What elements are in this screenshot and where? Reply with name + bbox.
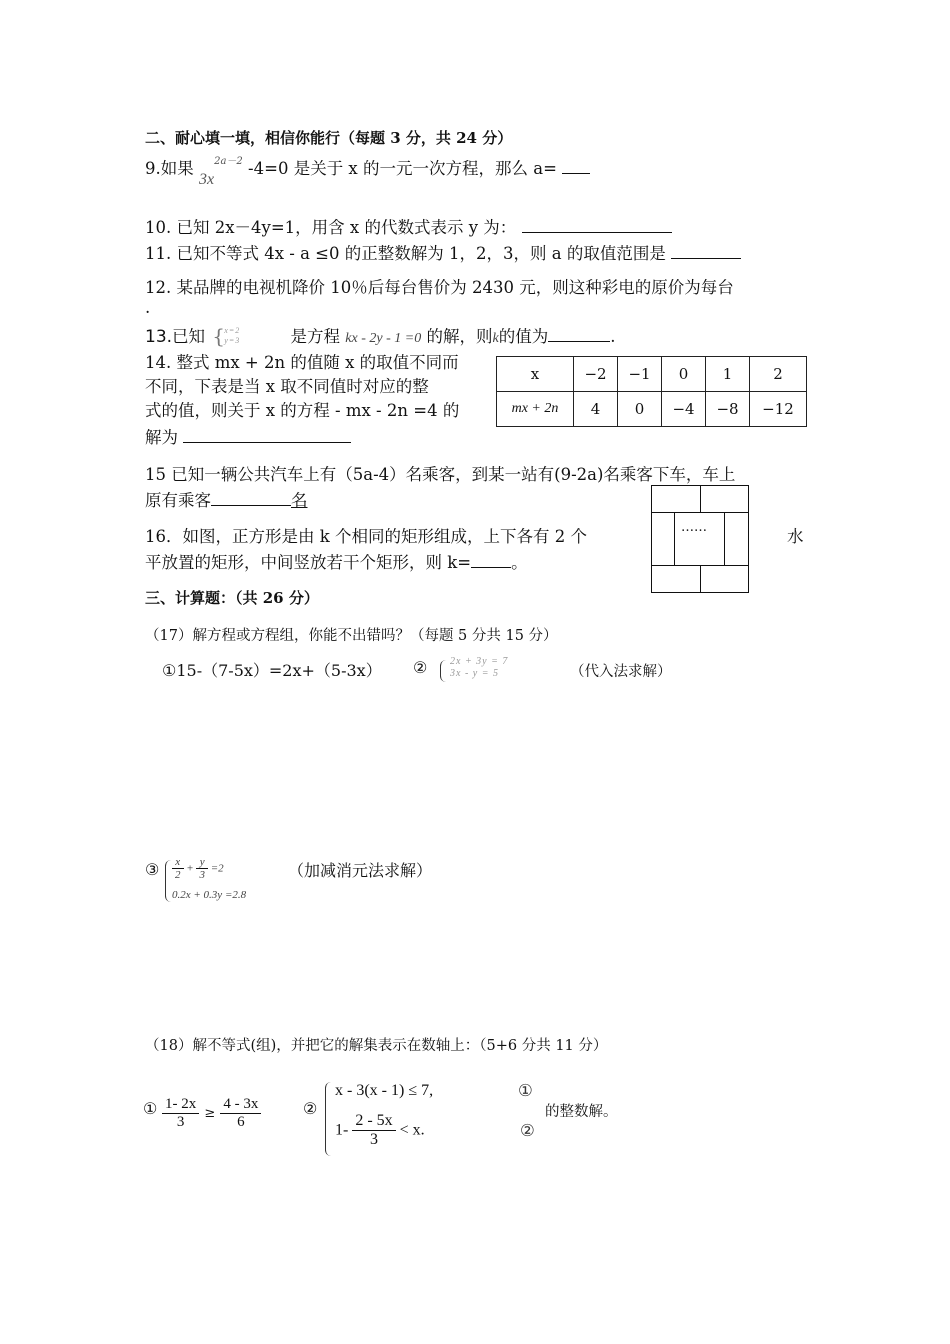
q17-part2-top: 2x + 3y = 7	[450, 656, 509, 667]
q13-system-top: x=2	[224, 325, 241, 335]
q13-system	[210, 323, 285, 349]
q17-part2-label: ②	[413, 658, 428, 677]
q13-suffix: 的解，则	[426, 327, 493, 346]
q13-k: k	[492, 331, 499, 346]
q18-tail: 的整数解。	[545, 1104, 618, 1120]
q16-answer-blank[interactable]	[471, 553, 511, 568]
figure-bottom-left-rect	[651, 565, 701, 593]
q14-line3: 式的值，则关于 x 的方程 - mx - 2n =4 的	[145, 401, 460, 420]
question-9	[145, 152, 590, 188]
q16-line1-end: 水	[787, 527, 804, 546]
table-cell: 0	[618, 392, 662, 427]
table-cell: 0	[662, 357, 706, 392]
q17-part3-frac1: $\frac{x}{2}$	[172, 856, 184, 881]
q18-part1-frac-left: $\frac{1- 2x}{3}$	[162, 1096, 199, 1131]
q18-part2-brace-icon	[325, 1082, 333, 1156]
q13-text: 已知	[172, 327, 206, 346]
q14-line4-text: 解为	[145, 428, 178, 447]
q18-part2-top: x - 3(x - 1) ≤ 7,	[335, 1082, 434, 1099]
q17-part3-note: （加减消元法求解）	[288, 861, 433, 880]
figure-vertical-rect-right	[724, 512, 749, 566]
q15-line2-prefix: 原有乘客	[145, 491, 211, 510]
q9-answer-blank[interactable]	[562, 159, 590, 174]
q14-line1: 14. 整式 mx + 2n 的值随 x 的取值不同而	[145, 353, 459, 372]
q11-answer-blank[interactable]	[671, 244, 741, 259]
table-cell: −4	[662, 392, 706, 427]
q10-text: 10. 已知 2x－4y=1，用含 x 的代数式表示 y 为：	[145, 218, 517, 237]
q14-answer-blank[interactable]	[183, 428, 351, 443]
q13-brace-icon: {	[212, 323, 226, 348]
q16-line1: 16．如图，正方形是由 k 个相同的矩形组成，上下各有 2 个	[145, 527, 587, 546]
table-cell: 4	[574, 392, 618, 427]
q17-part3-label: ③	[145, 860, 160, 879]
q17-part1: ①15-（7-5x）=2x+（5-3x）	[162, 661, 382, 680]
q13-answer-blank[interactable]	[548, 327, 610, 342]
q9-exponent: 2a－2	[214, 156, 243, 167]
q11-text: 11. 已知不等式 4x - a ≤0 的正整数解为 1，2，3，则 a 的取值范围是	[145, 244, 666, 263]
q18-part1-label: ①	[143, 1099, 158, 1118]
q18-part2-frac: $\frac{2 - 5x}{3}$	[352, 1112, 395, 1149]
value-table	[496, 356, 807, 427]
q18-part2-bottom: 1- $\frac{2 - 5x}{3}$ < x.	[335, 1112, 425, 1148]
figure-ellipsis: ……	[681, 520, 707, 535]
q17-part2-bottom: 3x - y = 5	[450, 668, 499, 679]
table-row	[497, 357, 807, 392]
q10-answer-blank[interactable]	[522, 218, 672, 233]
q17-part2-note: （代入法求解）	[570, 664, 672, 680]
question-12-line1: 12. 某品牌的电视机降价 10％后每台售价为 2430 元，则这种彩电的原价为每台	[145, 278, 734, 297]
table-cell: mx + 2n	[497, 392, 574, 427]
q13-equation: kx - 2y - 1 =0	[345, 331, 422, 346]
question-13	[145, 323, 615, 349]
q17-part3-bottom: 0.2x + 0.3y =2.8	[172, 889, 247, 901]
q9-suffix: -4=0 是关于 x 的一元一次方程，那么 a=	[248, 159, 557, 178]
q18-mark-1: ①	[518, 1081, 533, 1100]
q13-end: .	[610, 327, 616, 346]
q17-part3-top: $\frac{x}{2}$ + $\frac{y}{3}$ =2	[172, 856, 224, 886]
figure-top-right-rect	[700, 485, 749, 513]
table-cell: −1	[618, 357, 662, 392]
figure-bottom-right-rect	[700, 565, 749, 593]
q17-part3-brace-icon	[165, 860, 172, 902]
q14-line4	[145, 424, 351, 448]
q18-part1-inequality: $\frac{1- 2x}{3}$ ≥ $\frac{4 - 3x}{6}$	[162, 1096, 261, 1131]
q13-tail: 的值为	[498, 327, 549, 346]
q16-line2-text: 平放置的矩形，中间竖放若干个矩形，则 k=	[145, 553, 472, 572]
table-cell: 1	[706, 357, 750, 392]
figure-vertical-rect-left	[651, 512, 675, 566]
q16-line2-end: 。	[511, 553, 528, 572]
question-12-line2: .	[145, 298, 151, 317]
q15-line1: 15 已知一辆公共汽车上有（5a-4）名乘客，到某一站有(9-2a)名乘客下车，车上	[145, 465, 736, 484]
q18-mark-2: ②	[520, 1121, 535, 1140]
q18-part1-frac-right: $\frac{4 - 3x}{6}$	[220, 1096, 261, 1131]
section2-heading: 二、耐心填一填，相信你能行（每题 3 分，共 24 分）	[145, 129, 513, 147]
table-cell: x	[497, 357, 574, 392]
q16-line2	[145, 549, 528, 573]
q15-line2	[145, 487, 308, 511]
q15-answer-blank[interactable]	[211, 491, 291, 506]
table-cell: −8	[706, 392, 750, 427]
figure-top-left-rect	[651, 485, 701, 513]
question-11	[145, 240, 741, 264]
q9-prefix: 9.如果	[145, 159, 194, 178]
table-cell: −2	[574, 357, 618, 392]
q17-intro: （17）解方程或方程组，你能不出错吗？（每题 5 分共 15 分）	[145, 628, 558, 644]
q18-part2-label: ②	[303, 1099, 318, 1118]
table-row	[497, 392, 807, 427]
table-cell: −12	[750, 392, 807, 427]
table-cell: 2	[750, 357, 807, 392]
q9-expr: 3x	[199, 171, 215, 188]
q13-number: 13.	[145, 327, 173, 347]
q13-middle: 是方程	[290, 327, 341, 346]
q18-intro: （18）解不等式(组)，并把它的解集表示在数轴上：（5+6 分共 11 分）	[145, 1038, 608, 1054]
q17-part3-frac2: $\frac{y}{3}$	[196, 856, 208, 881]
section3-heading: 三、计算题：（共 26 分）	[145, 589, 319, 607]
q13-system-bottom: y=3	[224, 335, 241, 345]
q15-line2-suffix: 名	[291, 491, 308, 510]
q14-line2: 不同，下表是当 x 取不同值时对应的整	[145, 377, 429, 396]
q17-part2-brace-icon	[440, 660, 447, 682]
question-10	[145, 214, 672, 238]
